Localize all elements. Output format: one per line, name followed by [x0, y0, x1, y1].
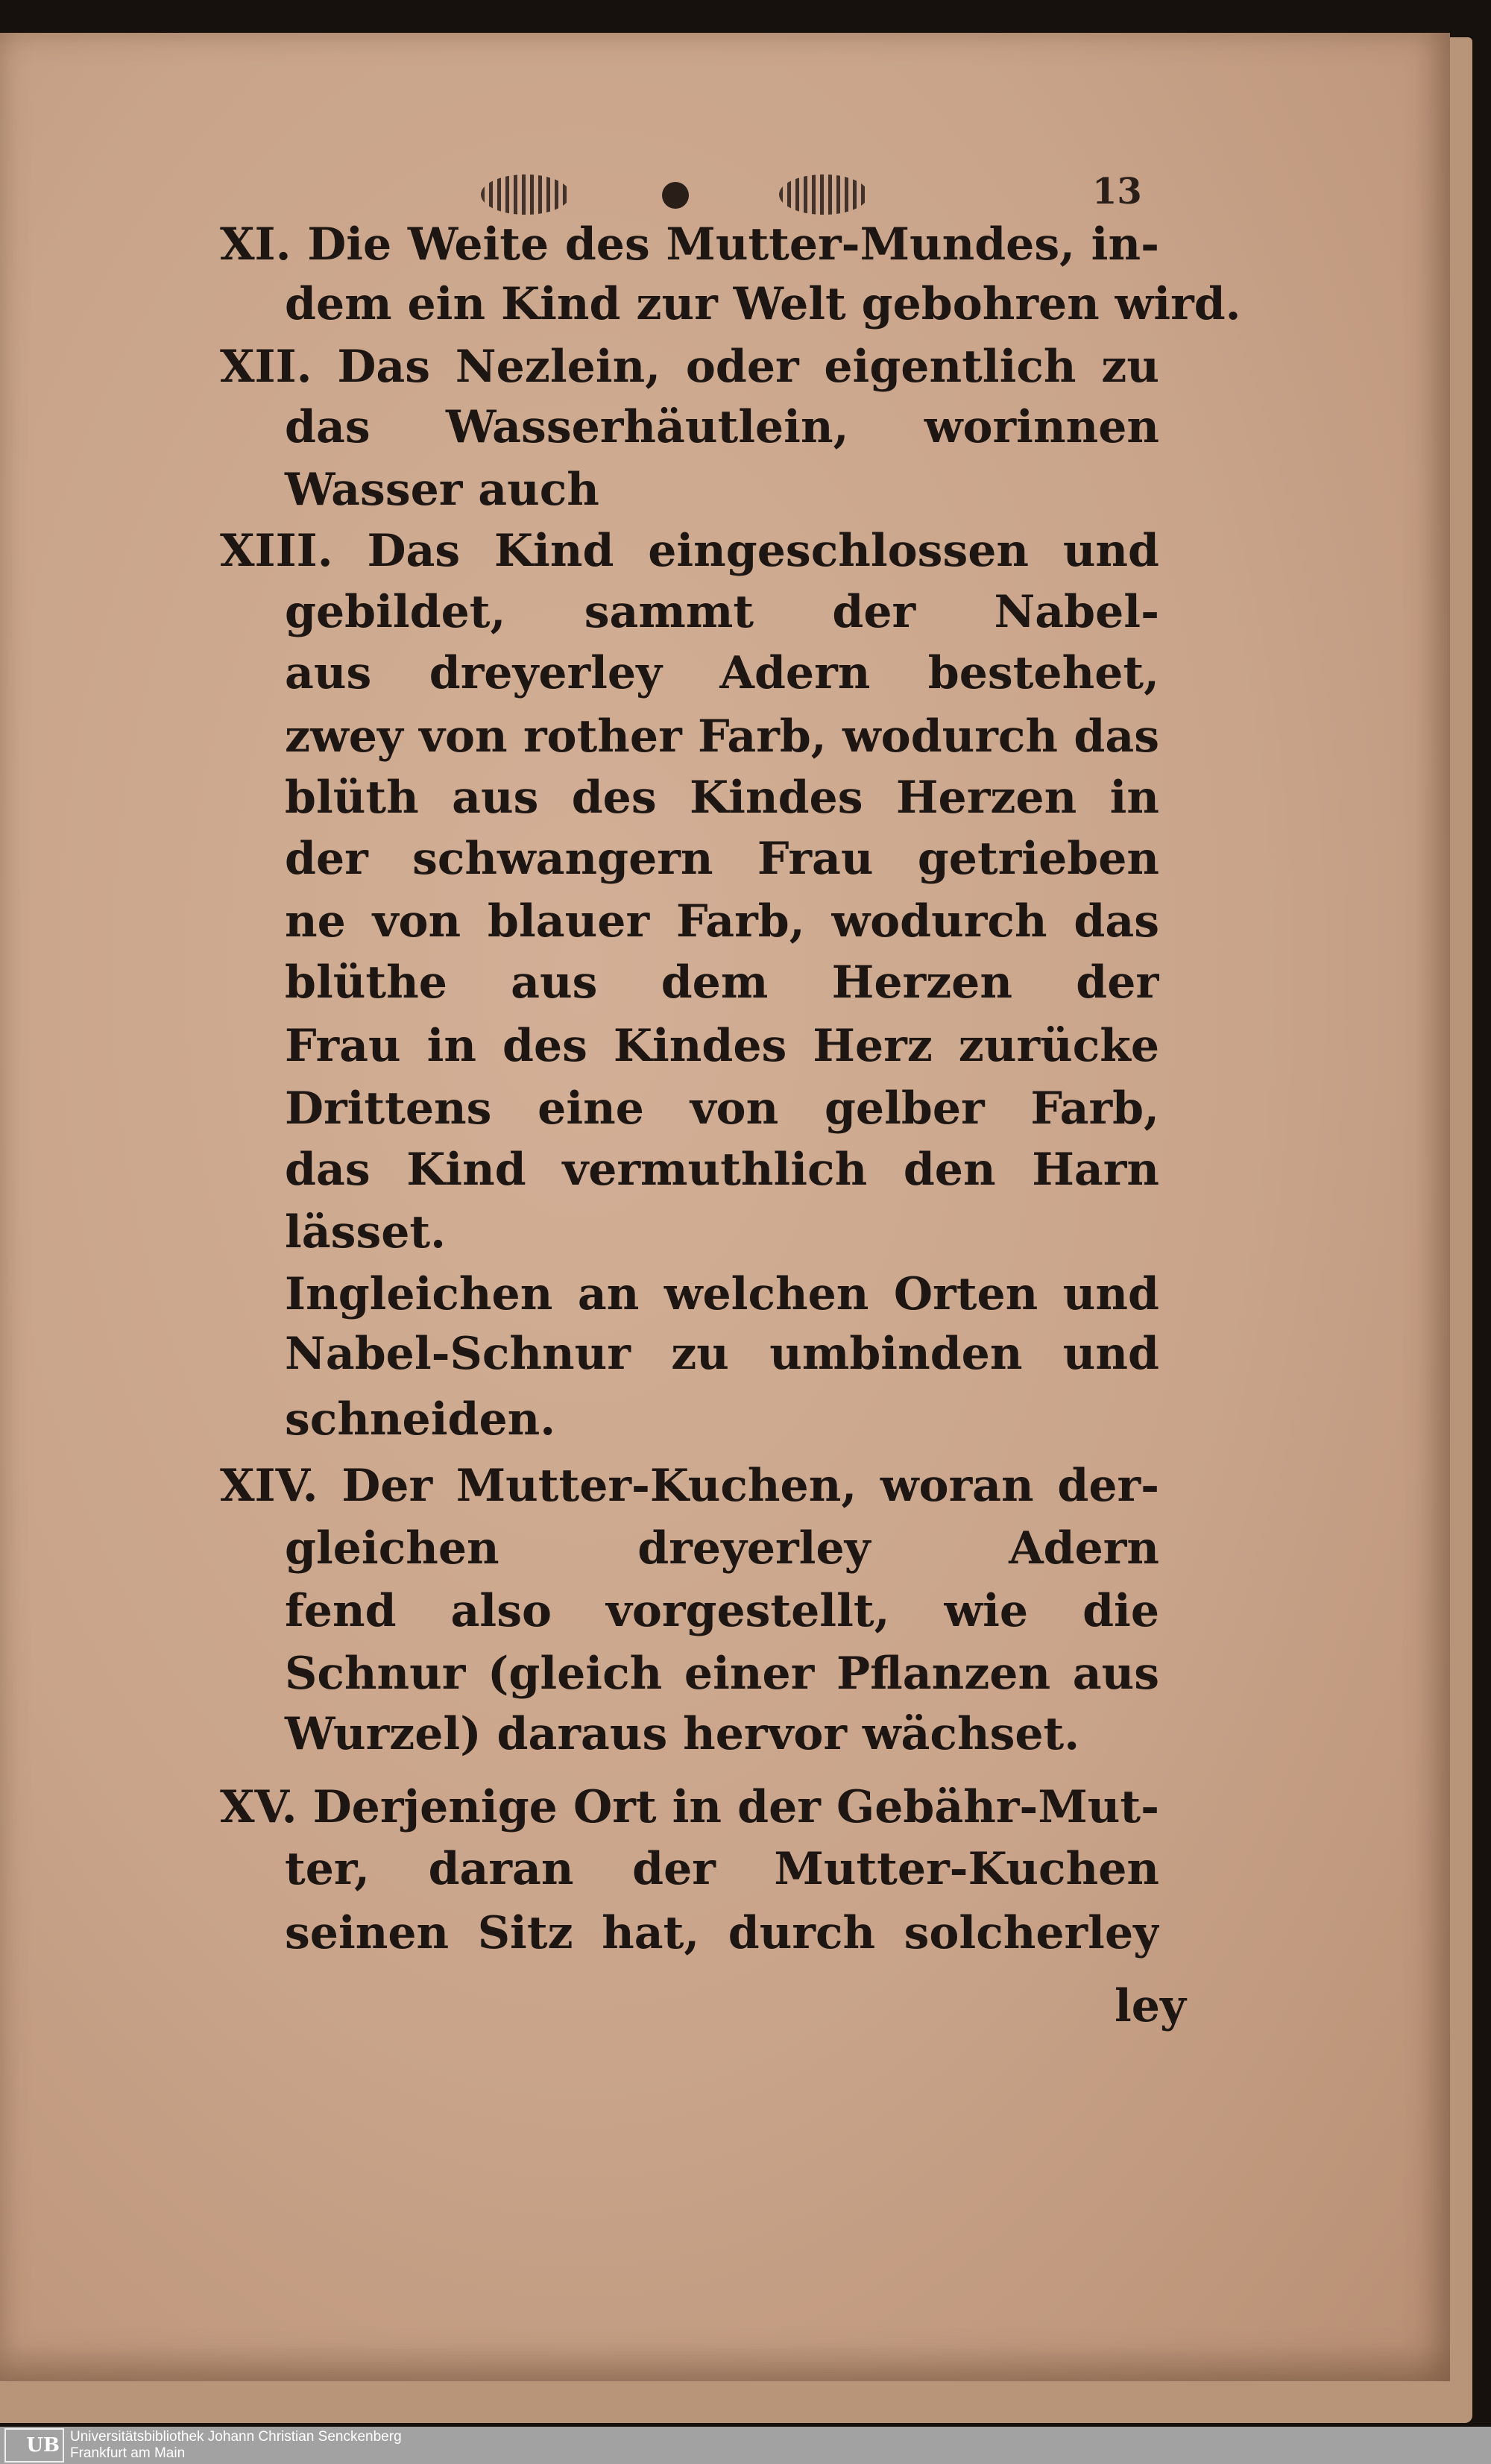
text-line — [285, 1648, 1159, 1700]
line-text: aus dreyerley Adern bestehet, — [285, 647, 1159, 699]
section-number: XIII. — [220, 525, 333, 577]
text-line — [285, 1020, 1159, 1072]
line-text: seinen Sitz hat, durch solcherley — [285, 1907, 1159, 1959]
text-line — [285, 586, 1159, 638]
text-line — [285, 1843, 1159, 1895]
catchword: ley — [1115, 1980, 1186, 2032]
text-line — [285, 647, 1159, 699]
line-text: Nabel-Schnur zu umbinden und — [285, 1328, 1159, 1380]
text-line — [220, 218, 1159, 271]
text-line — [285, 833, 1159, 885]
text-line — [285, 1206, 446, 1258]
line-text: Das Kind eingeschlossen und — [367, 525, 1159, 577]
line-text: zwey von rother Farb, wodurch das — [285, 710, 1159, 763]
text-line — [285, 1907, 1159, 1959]
text-line — [285, 895, 1159, 948]
text-line — [285, 278, 1241, 330]
ub-logo: UB — [4, 2428, 64, 2463]
line-text: gleichen dreyerley Adern — [285, 1522, 1159, 1575]
institution-name: Universitätsbibliothek Johann Christian Senckenberg — [70, 2429, 402, 2445]
line-text: ter, daran der Mutter-Kuchen — [285, 1843, 1159, 1895]
section-number: XI. — [220, 218, 291, 271]
text-line — [285, 1708, 1079, 1760]
ornament-center-icon — [662, 182, 689, 209]
line-text: fend also vorgestellt, wie die — [285, 1585, 1159, 1637]
line-text: Das Nezlein, oder eigentlich zu — [337, 341, 1159, 393]
line-text: Derjenige Ort in der Gebähr-Mut- — [312, 1781, 1159, 1833]
text-line — [285, 1522, 1159, 1575]
line-text: gebildet, sammt der Nabel- — [285, 586, 1159, 638]
line-text: Wurzel) daraus hervor wächset. — [285, 1708, 1080, 1760]
text-line — [285, 1083, 1159, 1135]
text-line — [285, 710, 1159, 763]
line-text: Ingleichen an welchen Orten und — [285, 1268, 1159, 1320]
text-line — [285, 1144, 1159, 1196]
text-line — [285, 1268, 1159, 1320]
line-text: das Kind vermuthlich den Harn — [285, 1144, 1159, 1196]
text-line — [285, 401, 1159, 453]
text-line — [220, 341, 1159, 393]
page-number: 13 — [1092, 171, 1142, 212]
section-number: XII. — [220, 341, 312, 393]
line-text: blüth aus des Kindes Herzen in — [285, 772, 1159, 824]
text-line — [220, 525, 1159, 577]
line-text: Wasser auch — [285, 464, 599, 516]
section-number: XIV. — [220, 1460, 318, 1512]
line-text: Schnur (gleich einer Pflanzen aus — [285, 1648, 1159, 1700]
scanned-page — [0, 33, 1450, 2381]
line-text: der schwangern Frau getrieben — [285, 833, 1159, 885]
section-number: XV. — [220, 1781, 297, 1833]
text-line — [285, 957, 1159, 1009]
line-text: ne von blauer Farb, wodurch das — [285, 895, 1159, 948]
text-line — [285, 772, 1159, 824]
line-text: Frau in des Kindes Herz zurücke — [285, 1020, 1159, 1072]
institution-location: Frankfurt am Main — [70, 2445, 186, 2461]
text-line — [220, 1460, 1159, 1512]
text-line — [285, 1328, 1159, 1380]
text-line — [285, 1393, 555, 1446]
library-footer — [0, 2427, 1491, 2464]
line-text: dem ein Kind zur Welt gebohren wird. — [285, 278, 1241, 330]
text-line — [220, 1781, 1159, 1833]
line-text: Der Mutter-Kuchen, woran der- — [341, 1460, 1159, 1512]
ornament-right-icon — [779, 174, 869, 215]
text-line — [285, 1585, 1159, 1637]
line-text: blüthe aus dem Herzen der — [285, 957, 1159, 1009]
ornament-left-icon — [481, 174, 570, 215]
line-text: das Wasserhäutlein, worinnen — [285, 401, 1159, 453]
line-text: schneiden. — [285, 1393, 556, 1446]
line-text: lässet. — [285, 1206, 447, 1258]
line-text: Die Weite des Mutter-Mundes, in- — [307, 218, 1159, 271]
text-line — [285, 464, 599, 516]
line-text: Drittens eine von gelber Farb, — [285, 1083, 1159, 1135]
